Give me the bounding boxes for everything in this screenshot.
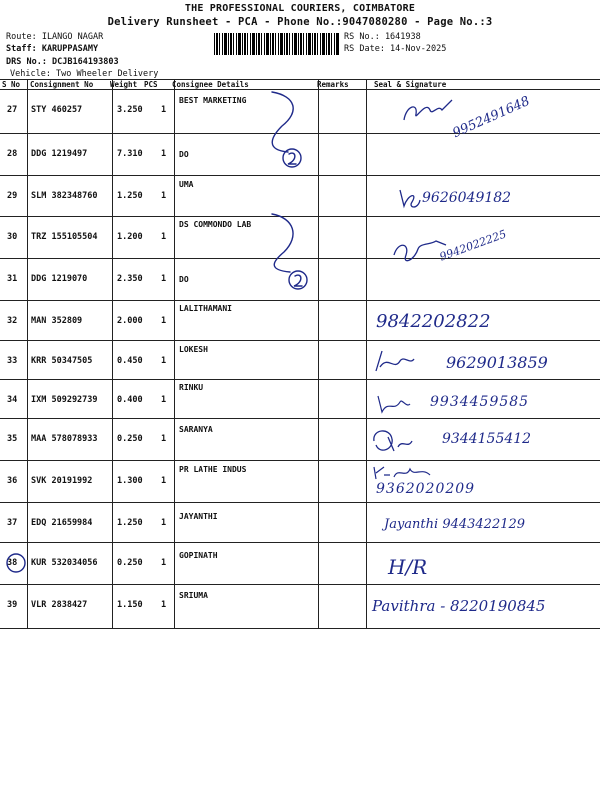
table-row: [0, 585, 600, 625]
table-row: [0, 341, 600, 381]
row-consignment: SVK 20191992: [31, 476, 93, 486]
row-weight: 1.200: [117, 232, 143, 242]
row-consignment: STY 460257: [31, 105, 83, 115]
row-consignee: JAYANTHI: [179, 512, 218, 521]
table-row: [0, 461, 600, 501]
signature-scribble: [370, 345, 420, 379]
row-sno: 36: [7, 476, 18, 486]
row-sno: 30: [7, 232, 18, 242]
signature-text: 9626049182: [422, 190, 512, 206]
row-consignment: KUR 532034056: [31, 558, 98, 568]
row-consignee: SRIUMA: [179, 591, 208, 600]
row-weight: 0.450: [117, 356, 143, 366]
row-consignee: UMA: [179, 180, 194, 189]
row-pcs: 1: [161, 558, 167, 568]
table-row: [0, 301, 600, 341]
row-consignee: LOKESH: [179, 345, 208, 354]
row-pcs: 1: [161, 600, 167, 610]
row-pcs: 1: [161, 518, 167, 528]
signature-text: 9344155412: [442, 431, 532, 447]
row-sno: 37: [7, 518, 18, 528]
row-weight: 1.250: [117, 518, 143, 528]
row-weight: 1.250: [117, 191, 143, 201]
row-pcs: 1: [161, 395, 167, 405]
row-pcs: 1: [161, 149, 167, 159]
row-consignee: DS COMMONDO LAB: [179, 220, 252, 229]
row-consignee: DO: [179, 150, 189, 159]
row-consignee: GOPINATH: [179, 551, 218, 560]
row-sno: 33: [7, 356, 18, 366]
signature-text: 9362020209: [376, 481, 476, 497]
row-weight: 1.150: [117, 600, 143, 610]
row-signature: [366, 180, 592, 214]
document-subtitle: Delivery Runsheet - PCA - Phone No.:9047080280 - Page No.:3: [107, 16, 493, 28]
row-consignee: SARANYA: [179, 425, 213, 434]
row-consignment: MAA 578078933: [31, 434, 98, 444]
row-consignment: TRZ 155105504: [31, 232, 98, 242]
row-consignment: DDG 1219497: [31, 149, 88, 159]
header-seal-signature: Seal & Signature: [374, 80, 447, 89]
row-sno: 34: [7, 395, 18, 405]
row-consignment: EDQ 21659984: [31, 518, 93, 528]
row-weight: 2.350: [117, 274, 143, 284]
row-pcs: 1: [161, 316, 167, 326]
row-pcs: 1: [161, 476, 167, 486]
signature-scribble: [396, 96, 456, 134]
header-weight: Weight: [110, 80, 138, 89]
signature-text: Jayanthi 9443422129: [384, 517, 526, 532]
row-weight: 1.300: [117, 476, 143, 486]
row-sno: 31: [7, 274, 18, 284]
document-title: THE PROFESSIONAL COURIERS, COIMBATORE: [184, 3, 416, 14]
header-pcs: PCS: [144, 80, 158, 89]
row-consignment: IXM 509292739: [31, 395, 98, 405]
signature-text: 9942022225: [437, 227, 509, 264]
row-weight: 7.310: [117, 149, 143, 159]
row-sno: 38: [7, 558, 18, 568]
row-signature: [366, 465, 592, 499]
row-sno: 35: [7, 434, 18, 444]
row-weight: 3.250: [117, 105, 143, 115]
row-sno: 29: [7, 191, 18, 201]
table-row: [0, 380, 600, 420]
row-consignment: VLR 2838427: [31, 600, 88, 610]
row-signature: [376, 305, 598, 339]
staff-label: Staff: KARUPPASAMY: [6, 44, 99, 54]
header-consignment: Consignment No: [30, 80, 94, 89]
row-weight: 0.250: [117, 434, 143, 444]
row-pcs: 1: [161, 274, 167, 284]
row-consignee: RINKU: [179, 383, 204, 392]
row-signature: [384, 507, 600, 541]
barcode-image: [214, 33, 340, 55]
row-signature: [366, 384, 592, 418]
header-remarks: Remarks: [317, 80, 349, 89]
row-weight: 0.250: [117, 558, 143, 568]
signature-scribble: [370, 465, 440, 481]
table-row: [0, 259, 600, 299]
signature-scribble: [394, 180, 424, 214]
runsheet-table: [0, 79, 600, 630]
rs-number: RS No.: 1641938: [344, 32, 421, 42]
route-label: Route: ILANGO NAGAR: [6, 32, 104, 42]
row-consignment: KRR 50347505: [31, 356, 93, 366]
row-signature: [366, 345, 592, 379]
signature-text: H/R: [388, 555, 428, 579]
row-sno: 28: [7, 149, 18, 159]
table-row: [0, 176, 600, 216]
row-weight: 2.000: [117, 316, 143, 326]
signature-scribble: [374, 388, 414, 418]
row-consignment: SLM 382348760: [31, 191, 98, 201]
row-signature: [366, 93, 592, 142]
signature-scribble: [368, 425, 428, 459]
row-pcs: 1: [161, 105, 167, 115]
drs-label: DRS No.: DCJB164193803: [6, 57, 119, 67]
row-consignment: MAN 352809: [31, 316, 83, 326]
signature-text: 9842202822: [376, 311, 491, 332]
rs-date: RS Date: 14-Nov-2025: [344, 44, 447, 54]
table-row: [0, 134, 600, 174]
row-pcs: 1: [161, 434, 167, 444]
signature-text: 9629013859: [446, 353, 548, 372]
row-pcs: 1: [161, 356, 167, 366]
row-consignment: DDG 1219070: [31, 274, 88, 284]
table-row: [0, 90, 600, 142]
row-consignee: PR LATHE INDUS: [179, 465, 247, 474]
row-consignee: BEST MARKETING: [179, 96, 247, 105]
table-row: [0, 419, 600, 459]
row-signature: [388, 547, 600, 581]
table-row: [0, 503, 600, 543]
signature-text: 9952491648: [450, 93, 533, 142]
row-consignee: DO: [179, 275, 189, 284]
row-pcs: 1: [161, 232, 167, 242]
row-pcs: 1: [161, 191, 167, 201]
row-signature: [372, 589, 598, 623]
signature-text: 9934459585: [430, 394, 530, 410]
header-sno: S No: [2, 80, 21, 89]
row-sno: 27: [7, 105, 18, 115]
row-signature: [368, 423, 594, 457]
table-row: [0, 543, 600, 583]
row-weight: 0.400: [117, 395, 143, 405]
signature-text: Pavithra - 8220190845: [372, 597, 546, 615]
row-consignee: LALITHAMANI: [179, 304, 232, 313]
row-sno: 32: [7, 316, 18, 326]
row-signature: [366, 221, 592, 264]
row-sno: 39: [7, 600, 18, 610]
vehicle-label: Vehicle: Two Wheeler Delivery: [10, 69, 159, 79]
table-row: [0, 217, 600, 264]
header-consignee: Consignee Details: [172, 80, 249, 89]
